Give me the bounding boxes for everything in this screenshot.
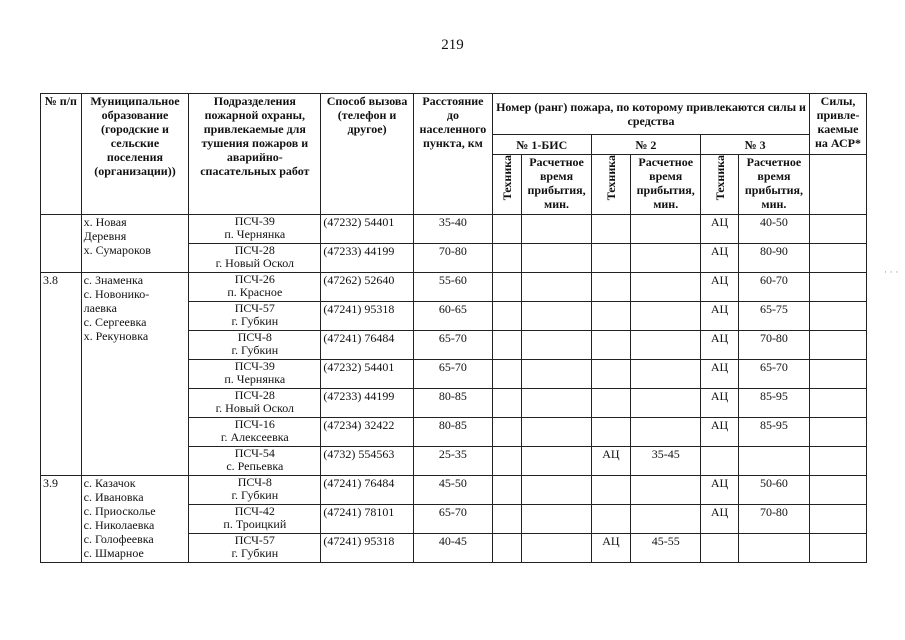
- tech-3-cell: АЦ: [701, 418, 739, 447]
- unit-code: ПСЧ-39: [234, 214, 275, 228]
- header-asr-empty: [810, 155, 867, 215]
- tech-3-cell: АЦ: [701, 505, 739, 534]
- tech-3-cell: АЦ: [701, 215, 739, 244]
- eta-2-cell: [631, 244, 701, 273]
- eta-2-cell: [631, 215, 701, 244]
- header-rank2: № 2: [591, 135, 701, 155]
- municipality-cell: [81, 273, 189, 476]
- header-rank-group: Номер (ранг) пожара, по которому привлекаются силы и средства: [493, 94, 810, 135]
- distance-cell: 65-70: [413, 360, 492, 389]
- tech-2-cell: [591, 360, 631, 389]
- call-cell: (4732) 554563: [321, 447, 413, 476]
- eta-2-cell: [631, 389, 701, 418]
- unit-location: п. Чернянка: [224, 227, 286, 241]
- table-row: [41, 476, 867, 505]
- eta-1-cell: [522, 302, 591, 331]
- unit-code: ПСЧ-28: [234, 243, 275, 257]
- tech-3-cell: [701, 447, 739, 476]
- fire-forces-table: [40, 93, 867, 563]
- tech-2-cell: [591, 476, 631, 505]
- row-number: 3.9: [41, 476, 82, 563]
- unit-cell: [189, 302, 321, 331]
- call-cell: (47232) 54401: [321, 360, 413, 389]
- distance-cell: 60-65: [413, 302, 492, 331]
- unit-location: г. Новый Оскол: [215, 401, 295, 415]
- distance-cell: 80-85: [413, 389, 492, 418]
- header-tech-1: Техника: [493, 155, 522, 215]
- tech-1-cell: [493, 389, 522, 418]
- tech-1-cell: [493, 505, 522, 534]
- unit-cell: [189, 447, 321, 476]
- municipality-line: х. Рекуновка: [83, 329, 149, 343]
- municipality-line: с. Новонико-: [83, 287, 150, 301]
- asr-cell: [810, 389, 867, 418]
- eta-3-cell: 40-50: [738, 215, 809, 244]
- tech-2-cell: [591, 418, 631, 447]
- call-cell: (47241) 95318: [321, 302, 413, 331]
- unit-cell: [189, 476, 321, 505]
- page-number: 219: [441, 37, 464, 53]
- call-cell: (47233) 44199: [321, 244, 413, 273]
- tech-2-cell: [591, 215, 631, 244]
- municipality-line: х. Сумароков: [83, 243, 151, 257]
- tech-1-cell: [493, 244, 522, 273]
- municipality-line: с. Знаменка: [83, 273, 144, 287]
- tech-2-cell: [591, 331, 631, 360]
- eta-2-cell: 35-45: [631, 447, 701, 476]
- margin-mark: · · ·: [884, 268, 899, 278]
- header-call: Способ вызова (телефон и другое): [321, 94, 413, 215]
- eta-2-cell: [631, 273, 701, 302]
- unit-cell: [189, 215, 321, 244]
- tech-2-cell: АЦ: [591, 534, 631, 563]
- asr-cell: [810, 244, 867, 273]
- eta-1-cell: [522, 447, 591, 476]
- unit-location: г. Губкин: [231, 546, 279, 560]
- eta-2-cell: [631, 360, 701, 389]
- tech-2-cell: АЦ: [591, 447, 631, 476]
- unit-location: п. Чернянка: [224, 372, 286, 386]
- eta-2-cell: [631, 505, 701, 534]
- tech-2-cell: [591, 273, 631, 302]
- tech-1-cell: [493, 302, 522, 331]
- unit-location: п. Красное: [227, 285, 283, 299]
- call-cell: (47233) 44199: [321, 389, 413, 418]
- unit-code: ПСЧ-54: [234, 446, 275, 460]
- unit-cell: [189, 331, 321, 360]
- call-cell: (47262) 52640: [321, 273, 413, 302]
- row-number: [41, 215, 82, 273]
- unit-location: с. Репьевка: [226, 459, 284, 473]
- table-row: [41, 215, 867, 244]
- tech-2-cell: [591, 505, 631, 534]
- tech-2-cell: [591, 244, 631, 273]
- eta-1-cell: [522, 360, 591, 389]
- municipality-line: с. Казачок: [83, 476, 136, 490]
- distance-cell: 65-70: [413, 505, 492, 534]
- distance-cell: 55-60: [413, 273, 492, 302]
- header-tech-3: Техника: [701, 155, 739, 215]
- header-tech-2: Техника: [591, 155, 631, 215]
- eta-3-cell: 60-70: [738, 273, 809, 302]
- header-distance: Расстояние до населенного пункта, км: [413, 94, 492, 215]
- unit-code: ПСЧ-28: [234, 388, 275, 402]
- tech-3-cell: АЦ: [701, 331, 739, 360]
- eta-2-cell: [631, 476, 701, 505]
- municipality-line: с. Ивановка: [83, 490, 144, 504]
- tech-1-cell: [493, 476, 522, 505]
- table-header: [41, 94, 867, 215]
- header-eta-1: Расчетное время прибытия, мин.: [522, 155, 591, 215]
- eta-3-cell: [738, 534, 809, 563]
- call-cell: (47241) 78101: [321, 505, 413, 534]
- eta-3-cell: 80-90: [738, 244, 809, 273]
- header-rank1: № 1-БИС: [493, 135, 592, 155]
- eta-3-cell: 85-95: [738, 418, 809, 447]
- unit-cell: [189, 360, 321, 389]
- eta-3-cell: 85-95: [738, 389, 809, 418]
- eta-1-cell: [522, 215, 591, 244]
- table-body: [41, 215, 867, 563]
- asr-cell: [810, 215, 867, 244]
- distance-cell: 70-80: [413, 244, 492, 273]
- unit-code: ПСЧ-57: [234, 301, 275, 315]
- tech-2-cell: [591, 302, 631, 331]
- unit-cell: [189, 534, 321, 563]
- eta-2-cell: [631, 302, 701, 331]
- unit-location: г. Губкин: [231, 343, 279, 357]
- distance-cell: 40-45: [413, 534, 492, 563]
- tech-1-cell: [493, 273, 522, 302]
- unit-cell: [189, 389, 321, 418]
- header-asr: Силы, привле-каемые на АСР*: [810, 94, 867, 155]
- municipality-line: с. Сергеевка: [83, 315, 147, 329]
- eta-2-cell: 45-55: [631, 534, 701, 563]
- eta-1-cell: [522, 273, 591, 302]
- row-number: 3.8: [41, 273, 82, 476]
- header-municipality: Муниципальное образование (городские и сельские поселения (организации)): [81, 94, 189, 215]
- call-cell: (47241) 76484: [321, 331, 413, 360]
- unit-location: г. Новый Оскол: [215, 256, 295, 270]
- tech-3-cell: АЦ: [701, 302, 739, 331]
- asr-cell: [810, 273, 867, 302]
- unit-code: ПСЧ-8: [237, 330, 272, 344]
- municipality-cell: [81, 476, 189, 563]
- municipality-line: с. Приосколье: [83, 504, 156, 518]
- tech-3-cell: [701, 534, 739, 563]
- header-eta-2: Расчетное время прибытия, мин.: [631, 155, 701, 215]
- municipality-line: лаевка: [83, 301, 117, 315]
- unit-location: п. Троицкий: [223, 517, 287, 531]
- tech-1-cell: [493, 331, 522, 360]
- call-cell: (47232) 54401: [321, 215, 413, 244]
- unit-code: ПСЧ-16: [234, 417, 275, 431]
- tech-3-cell: АЦ: [701, 476, 739, 505]
- unit-cell: [189, 244, 321, 273]
- tech-1-cell: [493, 534, 522, 563]
- unit-cell: [189, 273, 321, 302]
- asr-cell: [810, 331, 867, 360]
- asr-cell: [810, 505, 867, 534]
- eta-1-cell: [522, 534, 591, 563]
- asr-cell: [810, 476, 867, 505]
- header-eta-3: Расчетное время прибытия, мин.: [738, 155, 809, 215]
- eta-3-cell: 65-75: [738, 302, 809, 331]
- tech-1-cell: [493, 360, 522, 389]
- distance-cell: 45-50: [413, 476, 492, 505]
- eta-1-cell: [522, 505, 591, 534]
- header-unit: Подразделения пожарной охраны, привлекаемые для тушения пожаров и аварийно-спасательных работ: [189, 94, 321, 215]
- tech-3-cell: АЦ: [701, 360, 739, 389]
- eta-2-cell: [631, 331, 701, 360]
- eta-1-cell: [522, 476, 591, 505]
- tech-1-cell: [493, 447, 522, 476]
- eta-3-cell: 50-60: [738, 476, 809, 505]
- unit-location: г. Губкин: [231, 488, 279, 502]
- tech-3-cell: АЦ: [701, 273, 739, 302]
- header-rank3: № 3: [701, 135, 810, 155]
- call-cell: (47234) 32422: [321, 418, 413, 447]
- tech-1-cell: [493, 215, 522, 244]
- asr-cell: [810, 302, 867, 331]
- tech-3-cell: АЦ: [701, 244, 739, 273]
- unit-location: г. Алексеевка: [220, 430, 289, 444]
- municipality-line: с. Голофеевка: [83, 532, 154, 546]
- distance-cell: 80-85: [413, 418, 492, 447]
- table-row: [41, 273, 867, 302]
- unit-cell: [189, 418, 321, 447]
- unit-cell: [189, 505, 321, 534]
- tech-2-cell: [591, 389, 631, 418]
- municipality-line: х. Новая: [83, 215, 127, 229]
- municipality-line: с. Николаевка: [83, 518, 155, 532]
- eta-3-cell: 70-80: [738, 331, 809, 360]
- unit-location: г. Губкин: [231, 314, 279, 328]
- eta-1-cell: [522, 331, 591, 360]
- header-num: № п/п: [41, 94, 82, 215]
- unit-code: ПСЧ-57: [234, 533, 275, 547]
- distance-cell: 25-35: [413, 447, 492, 476]
- distance-cell: 35-40: [413, 215, 492, 244]
- asr-cell: [810, 360, 867, 389]
- asr-cell: [810, 534, 867, 563]
- eta-3-cell: [738, 447, 809, 476]
- tech-3-cell: АЦ: [701, 389, 739, 418]
- unit-code: ПСЧ-26: [234, 272, 275, 286]
- unit-code: ПСЧ-42: [234, 504, 275, 518]
- municipality-line: с. Шмарное: [83, 546, 144, 560]
- eta-3-cell: 70-80: [738, 505, 809, 534]
- tech-1-cell: [493, 418, 522, 447]
- eta-1-cell: [522, 389, 591, 418]
- unit-code: ПСЧ-39: [234, 359, 275, 373]
- distance-cell: 65-70: [413, 331, 492, 360]
- eta-3-cell: 65-70: [738, 360, 809, 389]
- eta-1-cell: [522, 244, 591, 273]
- municipality-cell: [81, 215, 189, 273]
- call-cell: (47241) 76484: [321, 476, 413, 505]
- unit-code: ПСЧ-8: [237, 475, 272, 489]
- call-cell: (47241) 95318: [321, 534, 413, 563]
- asr-cell: [810, 447, 867, 476]
- municipality-line: Деревня: [83, 229, 127, 243]
- eta-1-cell: [522, 418, 591, 447]
- eta-2-cell: [631, 418, 701, 447]
- asr-cell: [810, 418, 867, 447]
